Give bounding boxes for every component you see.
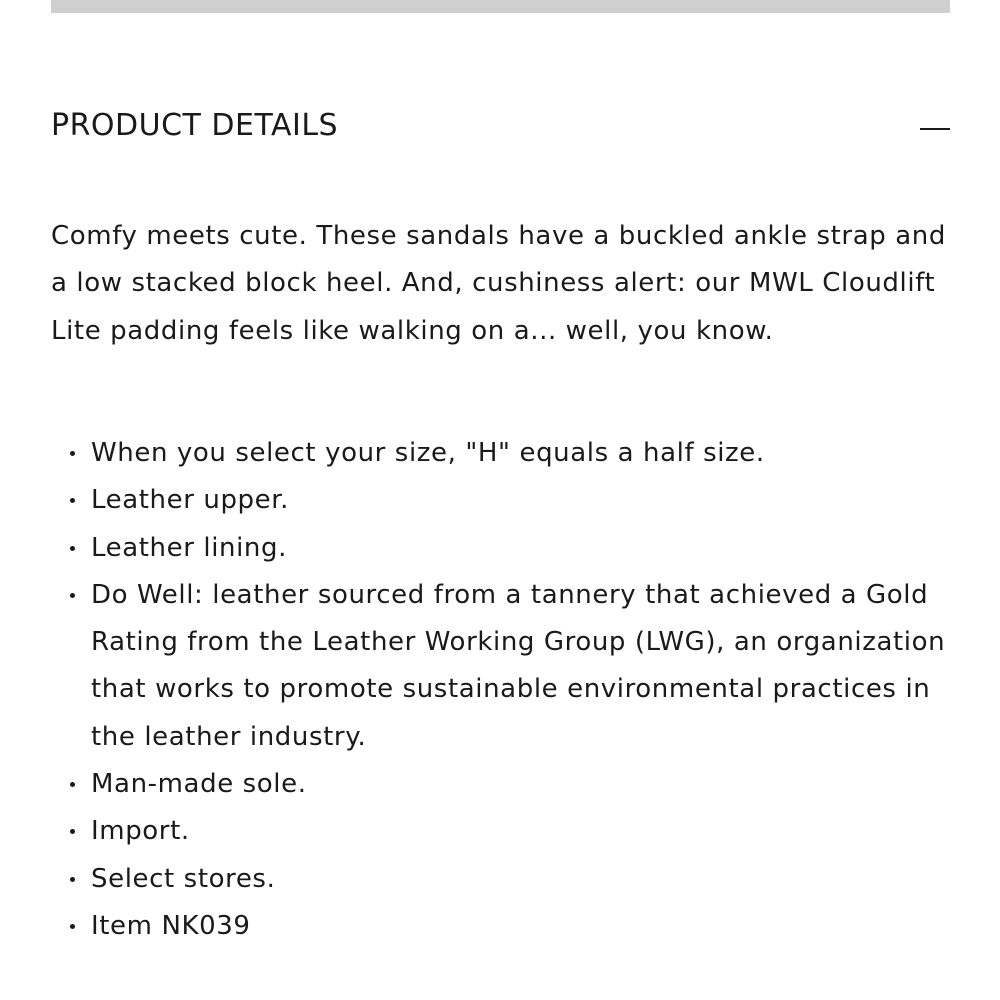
top-divider-bar <box>51 0 950 13</box>
list-item-text: When you select your size, "H" equals a half size. <box>91 438 765 468</box>
bullet-icon <box>70 829 75 834</box>
list-item-text: Leather upper. <box>91 485 290 516</box>
list-item-text: Item NK039 <box>91 910 251 941</box>
list-item <box>51 477 950 524</box>
minus-icon[interactable] <box>920 114 950 144</box>
list-item-text: Leather lining. <box>91 532 287 563</box>
bullet-icon <box>70 877 75 882</box>
list-item <box>51 525 950 572</box>
product-details-accordion-header[interactable] <box>51 100 950 152</box>
list-item-text: Man-made sole. <box>91 769 307 800</box>
bullet-icon <box>70 546 75 551</box>
bullet-icon <box>70 782 75 787</box>
bullet-icon <box>70 593 75 598</box>
bullet-icon <box>70 451 75 456</box>
list-item-text: Do Well: leather sourced from a tannery that achieved a Gold Rating from the Leather Working Group (LWG), an organization that works to promote sustainable environmental practices in the leather industry. <box>91 579 946 752</box>
product-details-list <box>51 430 950 950</box>
list-item-text: Select stores. <box>91 863 276 894</box>
list-item-text: Import. <box>91 816 190 847</box>
list-item <box>51 761 950 808</box>
product-description: Comfy meets cute. These sandals have a buckled ankle strap and a low stacked block heel. And, cushiness alert: our MWL Cloudlift Lite padding feels like walking on a... well, you know. <box>51 221 946 346</box>
bullet-icon <box>70 924 75 929</box>
list-item <box>51 808 950 855</box>
bullet-icon <box>70 498 75 503</box>
section-title: PRODUCT DETAILS <box>51 108 339 143</box>
list-item <box>51 430 950 477</box>
list-item <box>51 856 950 903</box>
list-item <box>51 572 950 761</box>
list-item <box>51 903 950 950</box>
